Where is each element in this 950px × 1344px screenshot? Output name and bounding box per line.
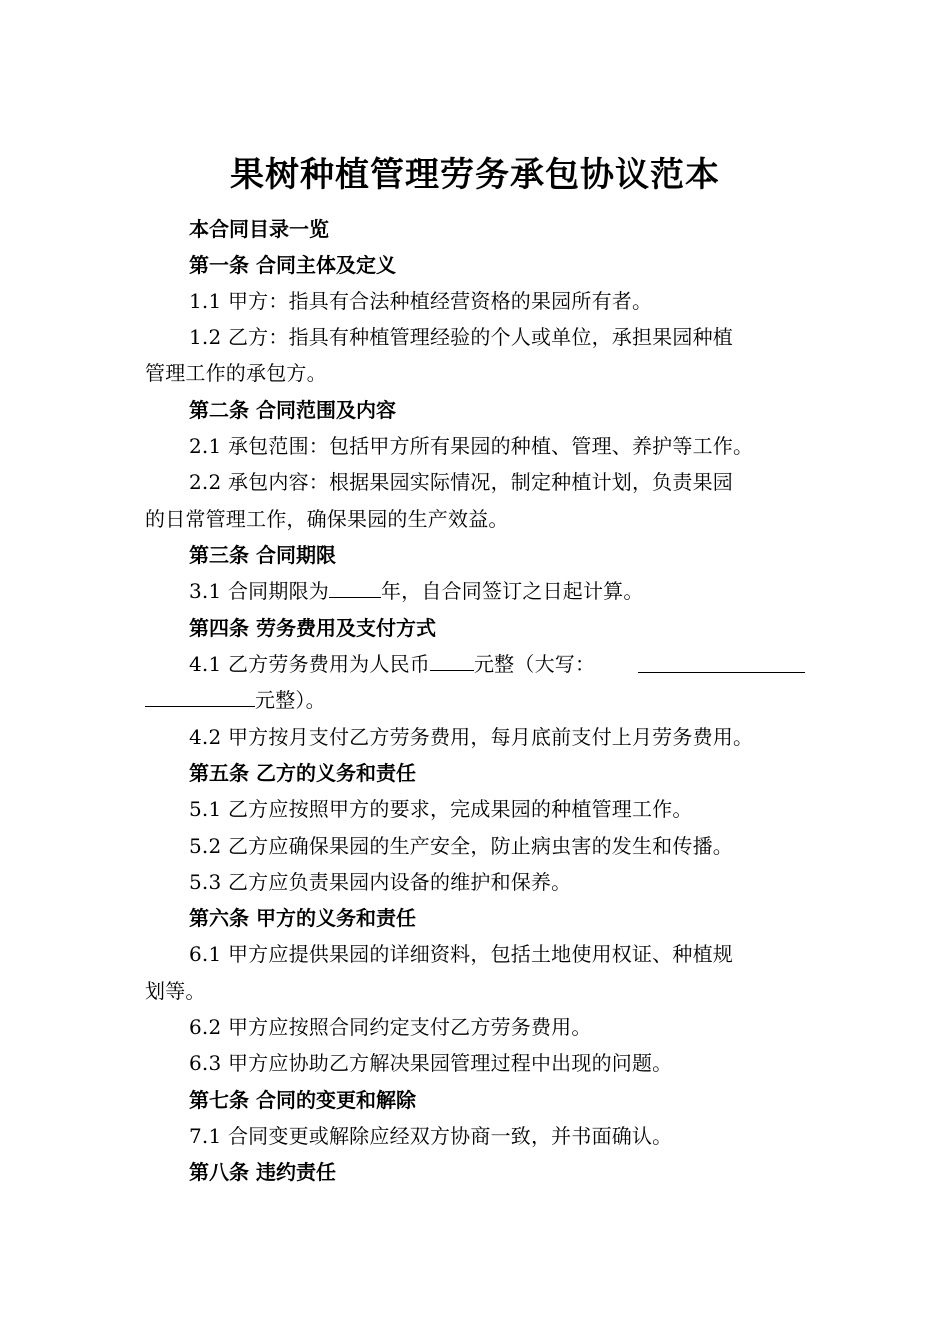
clause-3-1-text-a: 3.1 合同期限为 xyxy=(189,579,329,603)
clause-1-2-line-1 xyxy=(0,319,950,355)
article-4-heading: 第四条 劳务费用及支付方式 xyxy=(189,616,436,640)
clause-6-2-line xyxy=(0,1009,950,1045)
clause-6-1-part-2: 划等。 xyxy=(145,979,206,1003)
article-4-heading-line xyxy=(0,610,950,646)
clause-2-2-part-1: 2.2 承包内容：根据果园实际情况，制定种植计划，负责果园 xyxy=(189,470,733,494)
article-5-heading: 第五条 乙方的义务和责任 xyxy=(189,761,416,785)
clause-7-1: 7.1 合同变更或解除应经双方协商一致，并书面确认。 xyxy=(189,1124,673,1148)
article-7-heading-line xyxy=(0,1082,950,1118)
clause-4-1-line-2 xyxy=(0,682,950,718)
clause-3-1 xyxy=(189,573,644,609)
clause-6-1-line-2 xyxy=(0,973,950,1009)
article-7-heading: 第七条 合同的变更和解除 xyxy=(189,1088,416,1112)
clause-6-1-line-1 xyxy=(0,936,950,972)
clause-5-2-line xyxy=(0,828,950,864)
document-title: 果树种植管理劳务承包协议范本 xyxy=(230,155,720,195)
clause-6-3: 6.3 甲方应协助乙方解决果园管理过程中出现的问题。 xyxy=(189,1051,673,1075)
clause-6-1-part-1: 6.1 甲方应提供果园的详细资料，包括土地使用权证、种植规 xyxy=(189,942,733,966)
clause-2-1: 2.1 承包范围：包括甲方所有果园的种植、管理、养护等工作。 xyxy=(189,434,754,458)
clause-5-1-line xyxy=(0,791,950,827)
article-6-heading: 第六条 甲方的义务和责任 xyxy=(189,906,416,930)
clause-1-1: 1.1 甲方：指具有合法种植经营资格的果园所有者。 xyxy=(189,289,653,313)
clause-3-1-text-b: 年，自合同签订之日起计算。 xyxy=(380,579,644,603)
article-2-heading-line xyxy=(0,392,950,428)
article-1-heading: 第一条 合同主体及定义 xyxy=(189,253,396,277)
clause-5-3-line xyxy=(0,864,950,900)
clause-6-2: 6.2 甲方应按照合同约定支付乙方劳务费用。 xyxy=(189,1015,592,1039)
clause-1-1-line xyxy=(0,283,950,319)
clause-5-1: 5.1 乙方应按照甲方的要求，完成果园的种植管理工作。 xyxy=(189,797,693,821)
clause-2-2-part-2: 的日常管理工作，确保果园的生产效益。 xyxy=(145,507,509,531)
clause-2-2-line-2 xyxy=(0,501,950,537)
article-8-heading: 第八条 违约责任 xyxy=(189,1160,336,1184)
clause-1-2-part-2: 管理工作的承包方。 xyxy=(145,361,327,385)
clause-6-3-line xyxy=(0,1045,950,1081)
clause-2-2-line-1 xyxy=(0,464,950,500)
clause-5-3: 5.3 乙方应负责果园内设备的维护和保养。 xyxy=(189,870,572,894)
fee-uppercase-blank-1 xyxy=(638,650,805,673)
toc-heading: 本合同目录一览 xyxy=(189,217,329,241)
clause-4-2: 4.2 甲方按月支付乙方劳务费用，每月底前支付上月劳务费用。 xyxy=(189,725,754,749)
fee-uppercase-blank-2 xyxy=(145,684,255,707)
clause-7-1-line xyxy=(0,1118,950,1154)
clause-5-2: 5.2 乙方应确保果园的生产安全，防止病虫害的发生和传播。 xyxy=(189,834,733,858)
clause-4-1-text-b: 元整（大写： xyxy=(473,652,596,676)
toc-heading-line xyxy=(0,211,950,247)
article-2-heading: 第二条 合同范围及内容 xyxy=(189,398,396,422)
clause-3-1-line xyxy=(0,573,950,609)
clause-1-2-line-2 xyxy=(0,355,950,391)
clause-1-2-part-1: 1.2 乙方：指具有种植管理经验的个人或单位，承担果园种植 xyxy=(189,325,733,349)
term-years-blank xyxy=(329,575,381,598)
clause-4-1-text-a: 4.1 乙方劳务费用为人民币 xyxy=(189,652,430,676)
article-6-heading-line xyxy=(0,900,950,936)
article-3-heading: 第三条 合同期限 xyxy=(189,543,336,567)
clause-4-2-line xyxy=(0,719,950,755)
article-1-heading-line xyxy=(0,247,950,283)
fee-uppercase-blank-line-1 xyxy=(0,646,950,682)
article-3-heading-line xyxy=(0,537,950,573)
article-8-heading-line xyxy=(0,1154,950,1190)
clause-4-1-text-c: 元整）。 xyxy=(255,688,326,712)
clause-2-1-line xyxy=(0,428,950,464)
clause-4-1-part-2 xyxy=(145,682,326,718)
article-5-heading-line xyxy=(0,755,950,791)
